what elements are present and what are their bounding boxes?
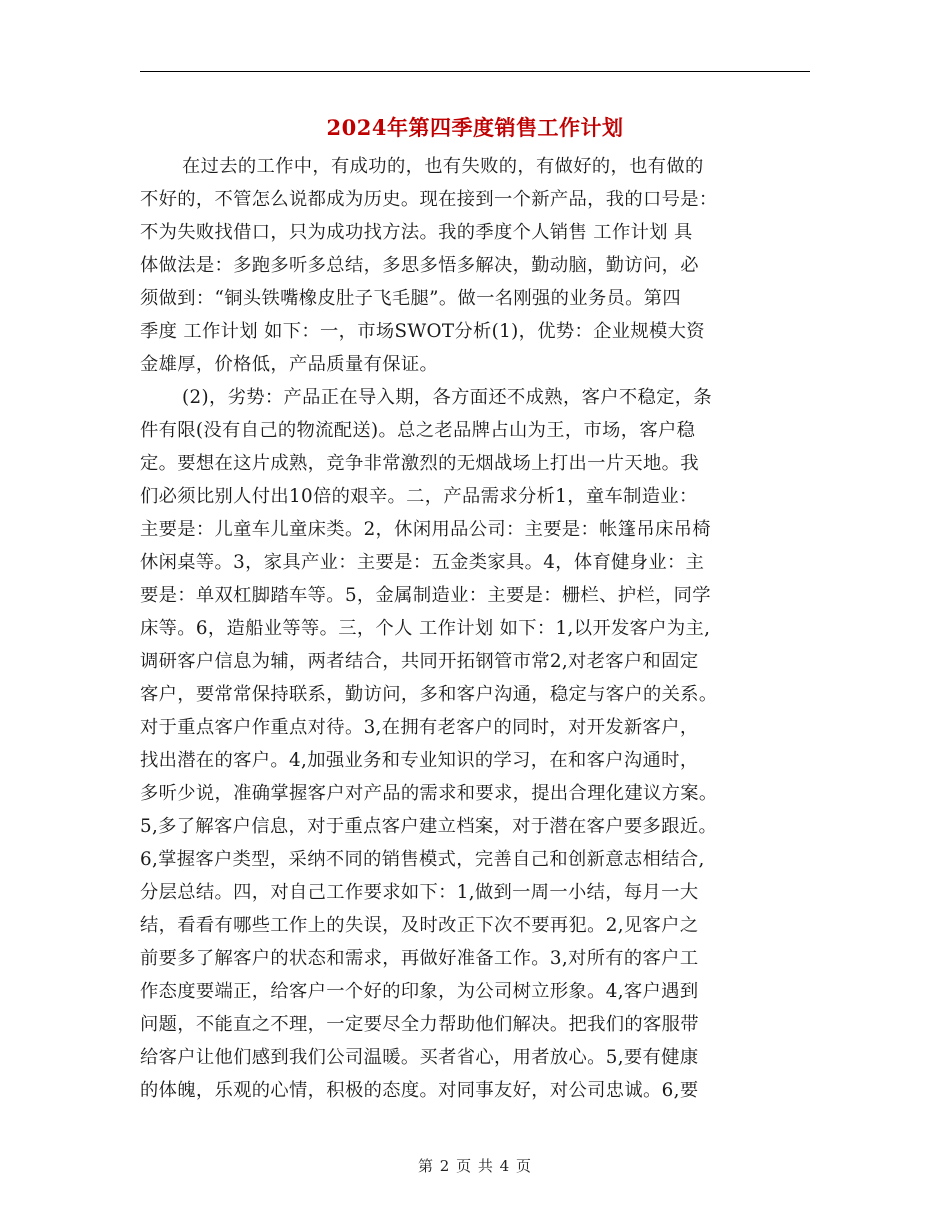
text-line: 须做到：“铜头铁嘴橡皮肚子飞毛腿”。做一名刚强的业务员。第四: [140, 288, 682, 309]
text-line: 休闲桌等。3，家具产业：主要是：五金类家具。4，体育健身业：主: [140, 552, 705, 573]
text-line: 主要是：儿童车儿童床类。2，休闲用品公司：主要是：帐篷吊床吊椅: [140, 519, 711, 540]
text-line: 给客户让他们感到我们公司温暖。买者省心，用者放心。5,要有健康: [140, 1047, 699, 1068]
document-body: [140, 150, 812, 1107]
text-line: 作态度要端正，给客户一个好的印象，为公司树立形象。4,客户遇到: [140, 981, 699, 1002]
text-line: 结，看看有哪些工作上的失误，及时改正下次不要再犯。2,见客户之: [140, 915, 699, 936]
text-line: 找出潜在的客户。4,加强业务和专业知识的学习，在和客户沟通时，: [140, 750, 699, 771]
page-footer: 第 2 页 共 4 页: [418, 1157, 532, 1175]
text-line: 对于重点客户作重点对待。3,在拥有老客户的同时，对开发新客户，: [140, 717, 699, 738]
text-line: 前要多了解客户的状态和需求，再做好准备工作。3,对所有的客户工: [140, 948, 699, 969]
text-line: 6,掌握客户类型，采纳不同的销售模式，完善自己和创新意志相结合,: [140, 849, 705, 870]
text-line: 客户，要常常保持联系，勤访问，多和客户沟通，稳定与客户的关系。: [140, 684, 718, 705]
header-rule: [140, 71, 810, 72]
text-line: 季度 工作计划 如下：一，市场SWOT分析(1)，优势：企业规模大资: [140, 321, 705, 342]
text-line: 要是：单双杠脚踏车等。5，金属制造业：主要是：栅栏、护栏，同学: [140, 585, 711, 606]
text-line: 体做法是：多跑多听多总结，多思多悟多解决，勤动脑，勤访问，必: [140, 255, 699, 276]
document-title: 2024年第四季度销售工作计划: [326, 115, 624, 140]
text-line: 不为失败找借口，只为成功找方法。我的季度个人销售 工作计划 具: [140, 222, 693, 243]
text-line: 的体魄，乐观的心情，积极的态度。对同事友好，对公司忠诚。6,要: [140, 1080, 699, 1101]
text-line: 定。要想在这片成熟，竞争非常激烈的无烟战场上打出一片天地。我: [140, 453, 699, 474]
text-line: 们必须比别人付出10倍的艰辛。二，产品需求分析1，童车制造业：: [140, 486, 698, 507]
text-line: 不好的，不管怎么说都成为历史。现在接到一个新产品，我的口号是：: [140, 189, 718, 210]
text-line: 多听少说，准确掌握客户对产品的需求和要求，提出合理化建议方案。: [140, 783, 718, 804]
text-line: 金雄厚，价格低，产品质量有保证。: [140, 354, 439, 375]
text-line: 在过去的工作中，有成功的，也有失败的，有做好的，也有做的: [182, 156, 704, 177]
text-line: (2)，劣势：产品正在导入期，各方面还不成熟，客户不稳定，条: [182, 387, 712, 408]
text-line: 问题，不能直之不理，一定要尽全力帮助他们解决。把我们的客服带: [140, 1014, 699, 1035]
text-line: 床等。6，造船业等等。三，个人 工作计划 如下：1,以开发客户为主,: [140, 618, 711, 639]
text-line: 分层总结。四，对自己工作要求如下：1,做到一周一小结，每月一大: [140, 882, 699, 903]
text-line: 调研客户信息为辅，两者结合，共同开拓钢管市常2,对老客户和固定: [140, 651, 699, 672]
text-line: 5,多了解客户信息，对于重点客户建立档案，对于潜在客户要多跟近。: [140, 816, 718, 837]
text-line: 件有限(没有自己的物流配送)。总之老品牌占山为王，市场，客户稳: [140, 420, 696, 441]
